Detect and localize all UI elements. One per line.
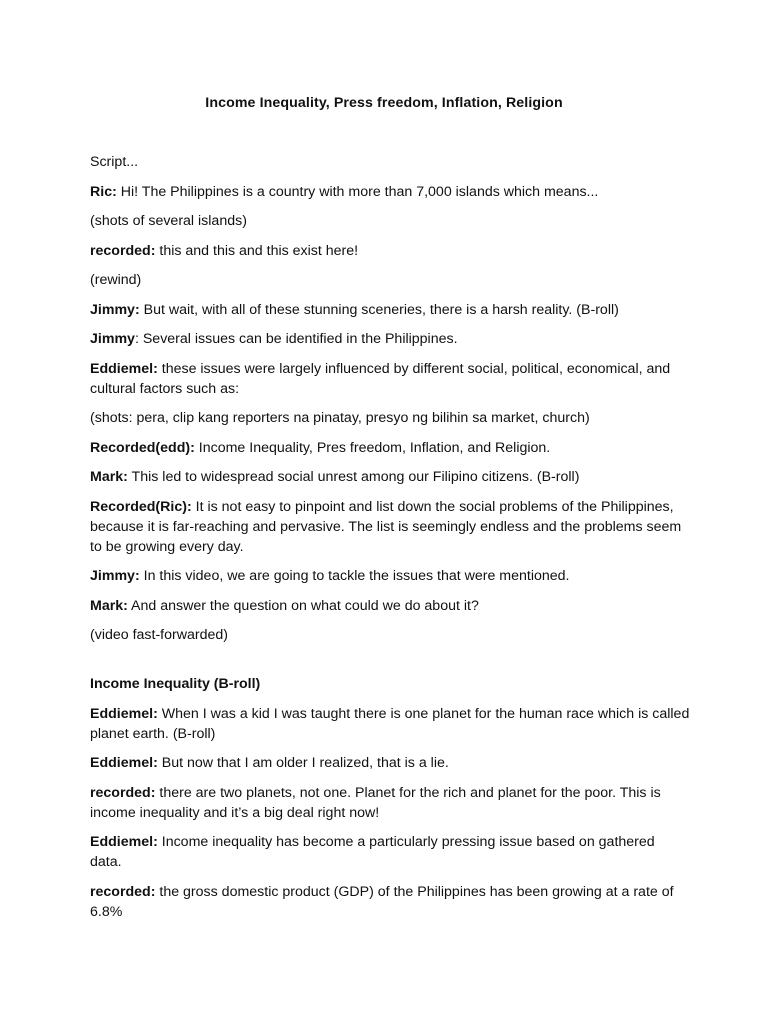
speaker-label: recorded: [90, 242, 156, 259]
line-text: This led to widespread social unrest among our Filipino citizens. (B-roll) [127, 469, 580, 485]
line-text: Income Inequality, Pres freedom, Inflation, and Religion. [194, 439, 551, 456]
script-line [90, 241, 690, 261]
line-text: But now that I am older I realized, that is a lie. [157, 755, 449, 771]
speaker-label: Recorded(edd): [90, 439, 195, 456]
line-text: : Several issues can be identified in the Philippines. [134, 331, 458, 347]
script-line [90, 704, 690, 744]
line-text: It is not easy to pinpoint and list down the social problems of the Philippines, because it is far-reaching and pervasive. The list is seemingly endless and the problems seem to be growing every day. [90, 498, 682, 555]
line-text: In this video, we are going to tackle the issues that were mentioned. [139, 568, 570, 584]
script-line [90, 270, 690, 290]
script-line [90, 753, 690, 773]
script-line [90, 359, 690, 399]
speaker-label: recorded: [90, 784, 156, 801]
script-line [90, 882, 690, 922]
script-line [90, 408, 690, 428]
script-line [90, 438, 690, 458]
document-title: Income Inequality, Press freedom, Inflation, Religion [205, 95, 563, 111]
speaker-label: Eddiemel: [90, 360, 158, 377]
speaker-label: Ric: [90, 183, 117, 200]
line-text: (video fast-forwarded) [90, 627, 228, 643]
script-line [90, 152, 690, 172]
line-text: (shots: pera, clip kang reporters na pinatay, presyo ng bilihin sa market, church) [90, 410, 590, 426]
script-line [90, 211, 690, 231]
script-line [90, 329, 690, 349]
speaker-label: Eddiemel: [90, 755, 158, 771]
script-line [90, 566, 690, 586]
speaker-label: Jimmy: [90, 568, 140, 584]
script-line [90, 182, 690, 202]
speaker-label: Eddiemel: [90, 705, 158, 722]
script-body [90, 152, 690, 931]
speaker-label: recorded: [90, 883, 156, 900]
line-text: Script... [90, 154, 139, 170]
speaker-label: Recorded(Ric): [90, 498, 192, 515]
section-heading: Income Inequality (B-roll) [90, 676, 261, 692]
script-line [90, 783, 690, 823]
speaker-label: Mark: [90, 469, 128, 485]
script-line [90, 625, 690, 645]
speaker-label: Mark: [90, 597, 128, 614]
script-line [90, 497, 690, 557]
line-text: there are two planets, not one. Planet for the rich and planet for the poor. This is income inequality and it’s a big deal right now! [90, 784, 661, 821]
script-line [90, 596, 690, 616]
line-text: these issues were largely influenced by different social, political, economical, and cultural factors such as: [90, 360, 671, 397]
speaker-label: Jimmy [90, 331, 135, 347]
script-line [90, 300, 690, 320]
line-text: But wait, with all of these stunning sceneries, there is a harsh reality. (B-roll) [139, 301, 619, 318]
line-text: (shots of several islands) [90, 213, 247, 229]
speaker-label: Eddiemel: [90, 834, 158, 850]
script-line [90, 832, 690, 872]
script-line [90, 467, 690, 487]
line-text: (rewind) [90, 272, 142, 288]
speaker-label: Jimmy: [90, 301, 140, 318]
line-text: Income inequality has become a particularly pressing issue based on gathered data. [90, 834, 655, 870]
line-text: this and this and this exist here! [155, 242, 359, 259]
line-text: Hi! The Philippines is a country with more than 7,000 islands which means... [116, 183, 599, 200]
line-text: the gross domestic product (GDP) of the Philippines has been growing at a rate of 6.8% [90, 883, 674, 920]
line-text: And answer the question on what could we do about it? [127, 597, 479, 614]
line-text: When I was a kid I was taught there is one planet for the human race which is called planet earth. (B-roll) [90, 705, 690, 742]
